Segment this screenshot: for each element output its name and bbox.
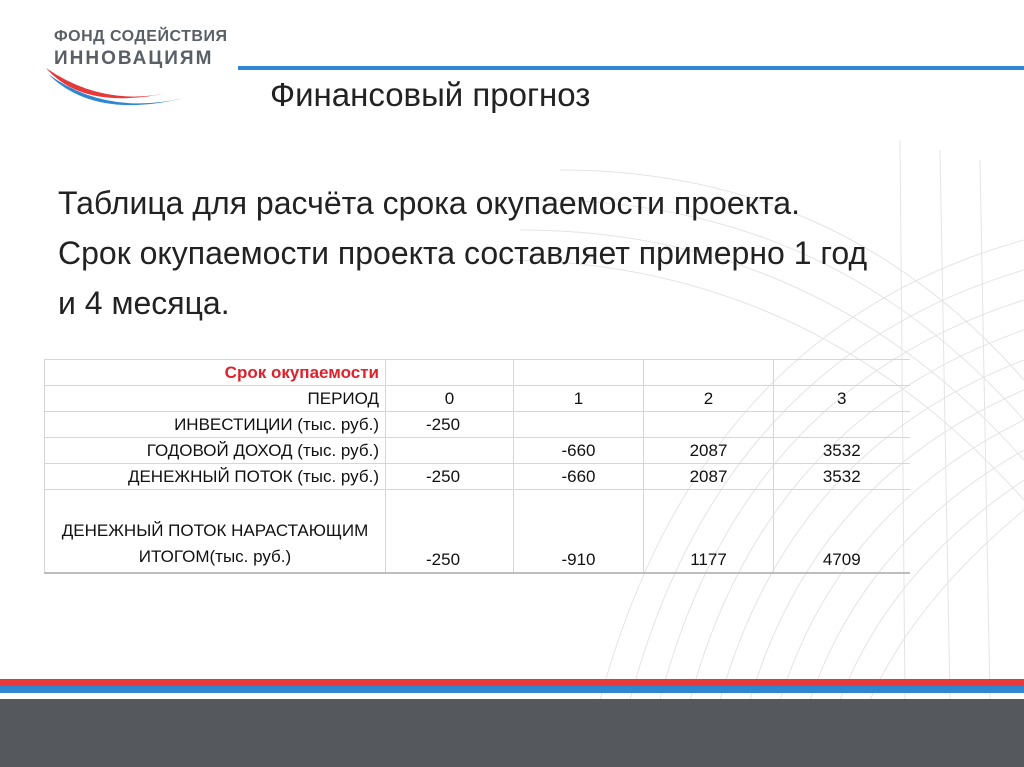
table-cell: -660 — [514, 438, 644, 464]
payback-table — [44, 359, 910, 574]
row-label: ПЕРИОД — [45, 386, 386, 412]
slide-title: Финансовый прогноз — [270, 76, 591, 113]
table-row-annual-income — [45, 438, 910, 464]
table-cell: -250 — [386, 490, 514, 574]
table-cell: 2087 — [644, 438, 774, 464]
logo-text-line2: ИННОВАЦИЯМ — [54, 48, 214, 69]
footer-stripe-blue — [0, 686, 1024, 693]
table-row-investments — [45, 412, 910, 438]
row-label: ДЕНЕЖНЫЙ ПОТОК (тыс. руб.) — [45, 464, 386, 490]
logo-text-line1: ФОНД СОДЕЙСТВИЯ — [54, 28, 228, 45]
row-label: ГОДОВОЙ ДОХОД (тыс. руб.) — [45, 438, 386, 464]
table-cell — [386, 438, 514, 464]
footer-bar — [0, 699, 1024, 767]
logo-swoosh-icon — [44, 62, 194, 114]
table-cell: 4709 — [774, 490, 910, 574]
title-rule — [238, 66, 1024, 70]
table-cell: 2 — [644, 386, 774, 412]
row-label: ИНВЕСТИЦИИ (тыс. руб.) — [45, 412, 386, 438]
row-label: ДЕНЕЖНЫЙ ПОТОК НАРАСТАЮЩИМ ИТОГОМ(тыс. руб.) — [45, 490, 386, 574]
table-cell: 0 — [386, 386, 514, 412]
table-cell — [644, 412, 774, 438]
table-cell: 3532 — [774, 438, 910, 464]
table-cell: -910 — [514, 490, 644, 574]
logo — [44, 22, 228, 114]
table-cell: 2087 — [644, 464, 774, 490]
table-cell: -250 — [386, 464, 514, 490]
table-title: Срок окупаемости — [45, 360, 386, 386]
table-row-period — [45, 386, 910, 412]
slide-body-text: Таблица для расчёта срока окупаемости проекта. Срок окупаемости проекта составляет примерно 1 год и 4 месяца. — [58, 185, 868, 321]
table-row-cash-flow — [45, 464, 910, 490]
table-cell — [774, 412, 910, 438]
table-row-cumulative-cash-flow — [45, 490, 910, 574]
table-cell: -250 — [386, 412, 514, 438]
table-cell: 1 — [514, 386, 644, 412]
table-cell: 3532 — [774, 464, 910, 490]
table-header-row — [45, 360, 910, 386]
table-cell: 3 — [774, 386, 910, 412]
table-cell: -660 — [514, 464, 644, 490]
footer-stripe-red — [0, 679, 1024, 686]
table-cell — [514, 412, 644, 438]
table-cell: 1177 — [644, 490, 774, 574]
